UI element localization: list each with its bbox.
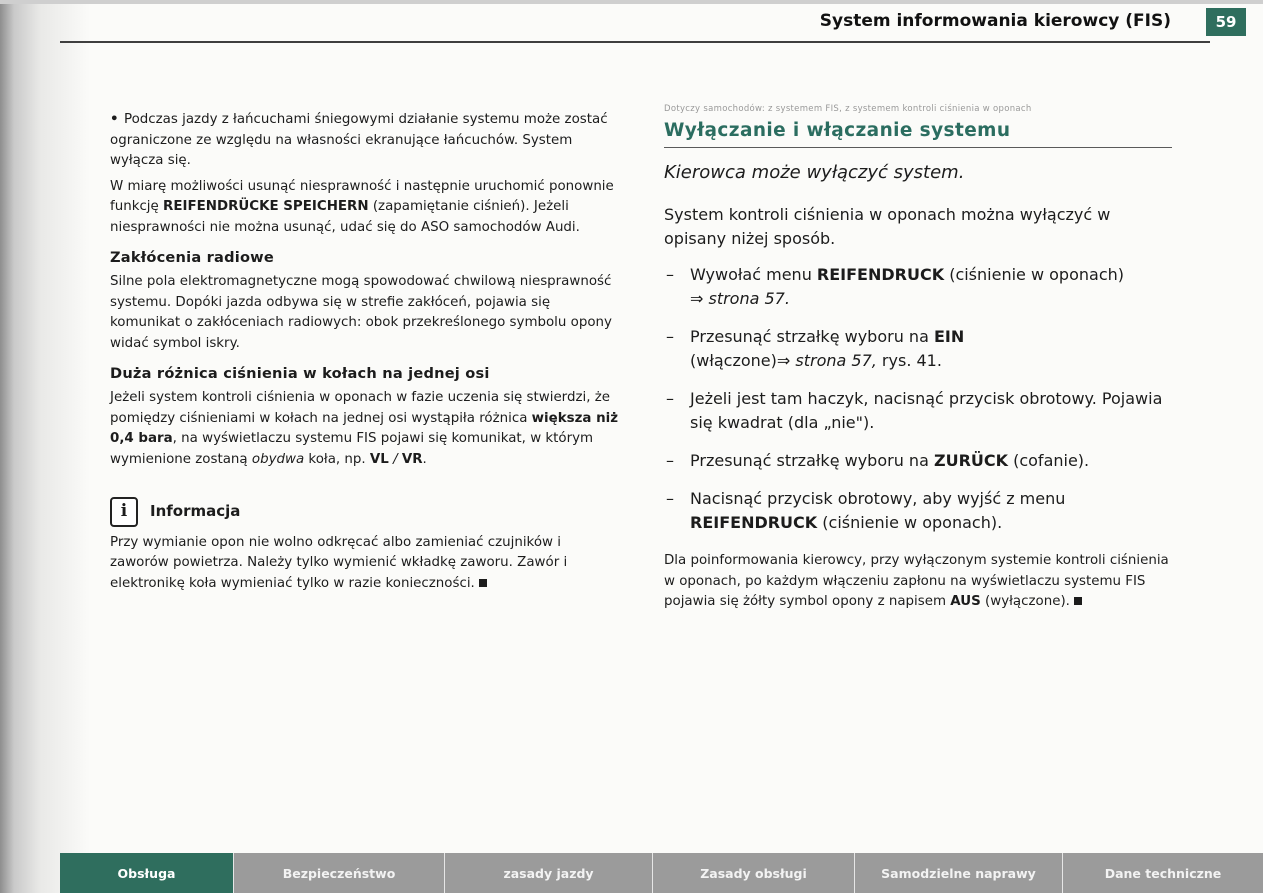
step1-bold: REIFENDRUCK (816, 265, 945, 284)
page-number: 59 (1206, 8, 1246, 36)
right-column (664, 104, 1174, 626)
chapter-tabs (60, 853, 1263, 893)
diff-vl: VL (369, 451, 389, 467)
diff-text-1: Jeżeli system kontroli ciśnienia w oponach w fazie uczenia się stwierdzi, że pomiędzy ciśnieniami w kołach na jednej osi wystąpiła różnica (110, 390, 610, 426)
info-paragraph (110, 533, 618, 595)
radio-paragraph: Silne pola elektromagnetyczne mogą spowodować chwilową niesprawność systemu. Dopóki jazda odbywa się w strefie zakłóceń, pojawia się komunikat o zakłóceniach radiowych: obok przekreślonego symbolu opony widać symbol iskry. (110, 274, 612, 351)
tab-zasady-obslugi[interactable]: Zasady obsługi (653, 853, 855, 893)
note-text-a: Dla poinformowania kierowcy, przy wyłączonym systemie kontroli ciśnienia w oponach, po każdym włączeniu zapłonu na wyświetlaczu systemu FIS pojawia się żółty symbol opony z napisem (664, 553, 1169, 610)
bullet-icon: • (110, 112, 119, 127)
step2-text-a: Przesunąć strzałkę wyboru na (690, 327, 934, 346)
step2-text-b: (włączone)⇒ (690, 351, 796, 370)
tab-bezpieczenstwo[interactable]: Bezpieczeństwo (234, 853, 445, 893)
lead-sentence: Kierowca może wyłączyć system. (664, 162, 965, 183)
dash-icon: – (666, 489, 674, 508)
diff-text-italic: obydwa (251, 451, 305, 467)
step-item (664, 263, 1174, 311)
step4-text-a: Przesunąć strzałkę wyboru na (690, 451, 934, 470)
steps-list (664, 263, 1174, 535)
step4-text-b: (cofanie). (1008, 451, 1090, 470)
end-square-icon (1074, 597, 1082, 605)
step2-bold: EIN (933, 327, 965, 346)
diff-text-2: , na wyświetlaczu systemu FIS pojawi się komunikat, w którym wymienione zostaną (110, 431, 594, 467)
dash-icon: – (666, 451, 674, 470)
tab-zasady-jazdy[interactable]: zasady jazdy (445, 853, 653, 893)
step5-text-b: (ciśnienie w oponach). (817, 513, 1003, 532)
page-header-title: System informowania kierowcy (FIS) (819, 11, 1171, 31)
step2-text-c: rys. 41. (876, 351, 942, 370)
tab-samodzielne-naprawy[interactable]: Samodzielne naprawy (855, 853, 1063, 893)
repair-text-1: W miarę możliwości usunąć niesprawność i następnie uruchomić ponownie funkcję (110, 178, 614, 215)
dash-icon: – (666, 389, 674, 408)
end-square-icon (479, 579, 487, 587)
info-text: Przy wymianie opon nie wolno odkręcać albo zamieniać czujników i zaworów powietrza. Należy tylko wymienić wkładkę zaworu. Zawór i elektronikę koła wymieniać tylko w razie konieczności. (110, 534, 568, 591)
step-item (664, 449, 1174, 473)
info-note-paragraph (664, 551, 1174, 613)
step1-text-a: Wywołać menu (690, 265, 817, 284)
diff-slash: / (388, 451, 402, 467)
step4-bold: ZURÜCK (933, 451, 1009, 470)
step-item (664, 325, 1174, 373)
chains-bullet-text: Podczas jazdy z łańcuchami śniegowymi działanie systemu może zostać ograniczone ze względu na własności ekranujące łańcuchów. System wyłącza się. (110, 112, 608, 169)
step2-page-link[interactable]: strona 57, (795, 351, 877, 370)
section-rule (664, 147, 1172, 148)
dash-icon: – (666, 265, 674, 284)
info-icon: i (110, 497, 138, 527)
diff-vr: VR (401, 451, 423, 467)
pressure-diff-paragraph (110, 388, 618, 470)
repair-text-bold: REIFENDRÜCKE SPEICHERN (163, 199, 369, 215)
left-column (110, 110, 618, 599)
note-bold: AUS (950, 594, 981, 610)
step1-page-link[interactable]: ⇒ strona 57. (690, 289, 790, 308)
note-text-b: (wyłączone). (980, 594, 1070, 610)
step-item (664, 387, 1174, 435)
applicability-note: Dotyczy samochodów: z systemem FIS, z systemem kontroli ciśnienia w oponach (664, 104, 1032, 114)
step3-text: Jeżeli jest tam haczyk, nacisnąć przycisk obrotowy. Pojawia się kwadrat (dla „nie"). (690, 389, 1163, 432)
info-title: Informacja (150, 502, 241, 521)
info-header (110, 497, 618, 527)
binding-shadow (0, 0, 90, 893)
step-item (664, 487, 1174, 535)
diff-end: . (422, 451, 427, 467)
section-heading: Wyłączanie i włączanie systemu (664, 120, 1011, 141)
pressure-diff-heading: Duża różnica ciśnienia w kołach na jednej osi (110, 364, 490, 382)
step5-bold: REIFENDRUCK (690, 513, 818, 532)
diff-text-3: koła, np. (304, 451, 370, 467)
page-top-edge (0, 0, 1263, 4)
step1-text-b: (ciśnienie w oponach) (944, 265, 1124, 284)
tab-dane-techniczne[interactable]: Dane techniczne (1063, 853, 1263, 893)
repair-paragraph (110, 177, 618, 239)
chains-bullet (110, 110, 618, 172)
tab-obsluga[interactable]: Obsługa (60, 853, 234, 893)
repair-text-2: (zapamiętanie ciśnień). Jeżeli niesprawności nie można usunąć, udać się do ASO samochodów Audi. (110, 199, 580, 235)
dash-icon: – (666, 327, 674, 346)
intro-paragraph: System kontroli ciśnienia w oponach można wyłączyć w opisany niżej sposób. (664, 205, 1111, 248)
radio-heading: Zakłócenia radiowe (110, 248, 274, 266)
step5-text-a: Nacisnąć przycisk obrotowy, aby wyjść z menu (690, 489, 1066, 508)
diff-text-bold: większa niż 0,4 bara (110, 410, 618, 447)
header-rule (60, 41, 1210, 43)
